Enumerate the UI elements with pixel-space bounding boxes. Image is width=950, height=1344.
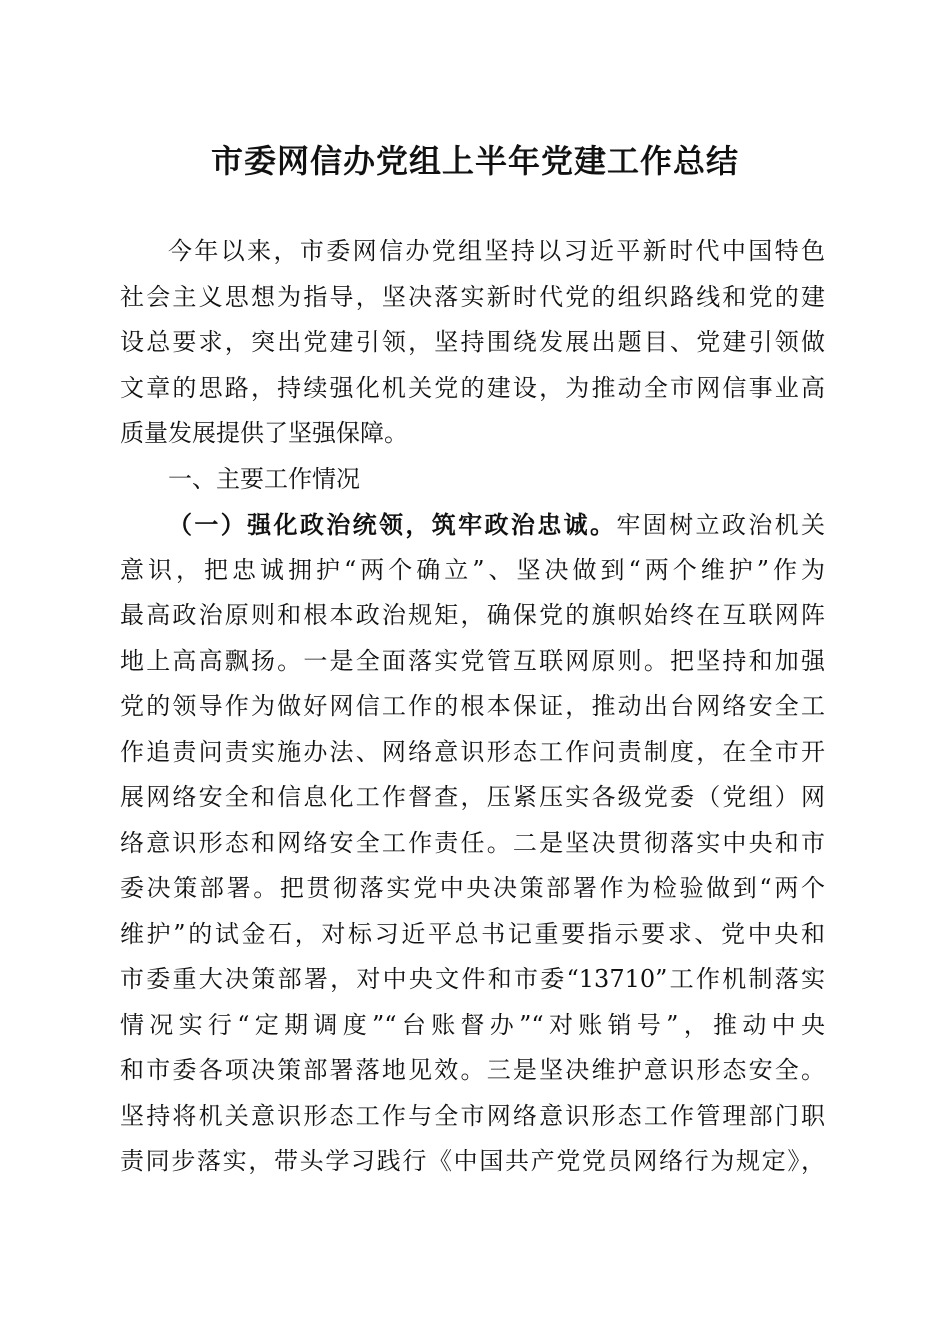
body-line: 委决策部署。把贯彻落实党中央决策部署作为检验做到“两个 <box>120 874 825 902</box>
subsection-first-line-text: 牢固树立政治机关 <box>616 511 825 539</box>
body-line: 络意识形态和网络安全工作责任。二是坚决贯彻落实中央和市 <box>120 828 825 857</box>
body-line: 维护”的试金石，对标习近平总书记重要指示要求、党中央和 <box>120 919 825 948</box>
section-heading: 一、主要工作情况 <box>168 464 360 493</box>
subsection-first-line <box>120 502 825 548</box>
body-line: 责同步落实，带头学习践行《中国共产党党员网络行为规定》， <box>120 1147 825 1175</box>
body-line: 和市委各项决策部署落地见效。三是坚决维护意识形态安全。 <box>120 1056 825 1084</box>
body-line: 市委重大决策部署，对中央文件和市委“13710”工作机制落实 <box>120 965 825 993</box>
body-line: 作追责问责实施办法、网络意识形态工作问责制度，在全市开 <box>120 737 825 766</box>
body-line: 坚持将机关意识形态工作与全市网络意识形态工作管理部门职 <box>120 1101 825 1130</box>
intro-line: 设总要求，突出党建引领，坚持围绕发展出题目、党建引领做 <box>120 328 825 356</box>
body-line: 党的领导作为做好网信工作的根本保证，推动出台网络安全工 <box>120 692 825 720</box>
intro-line: 今年以来，市委网信办党组坚持以习近平新时代中国特色 <box>168 237 825 265</box>
subsection-title: （一）强化政治统领，筑牢政治忠诚。 <box>168 510 617 539</box>
body-line: 地上高高飘扬。一是全面落实党管互联网原则。把坚持和加强 <box>120 646 825 675</box>
document-body <box>120 229 825 1185</box>
document-title: 市委网信办党组上半年党建工作总结 <box>210 142 739 180</box>
body-line: 最高政治原则和根本政治规矩，确保党的旗帜始终在互联网阵 <box>120 601 825 629</box>
body-line: 展网络安全和信息化工作督查，压紧压实各级党委（党组）网 <box>120 783 825 811</box>
body-line: 情况实行“定期调度”“台账督办”“对账销号”，推动中央 <box>120 1010 825 1039</box>
intro-line: 社会主义思想为指导，坚决落实新时代党的组织路线和党的建 <box>120 282 825 311</box>
intro-line: 质量发展提供了坚强保障。 <box>120 419 408 447</box>
body-line: 意识，把忠诚拥护“两个确立”、坚决做到“两个维护”作为 <box>120 555 825 584</box>
intro-line: 文章的思路，持续强化机关党的建设，为推动全市网信事业高 <box>120 373 825 402</box>
